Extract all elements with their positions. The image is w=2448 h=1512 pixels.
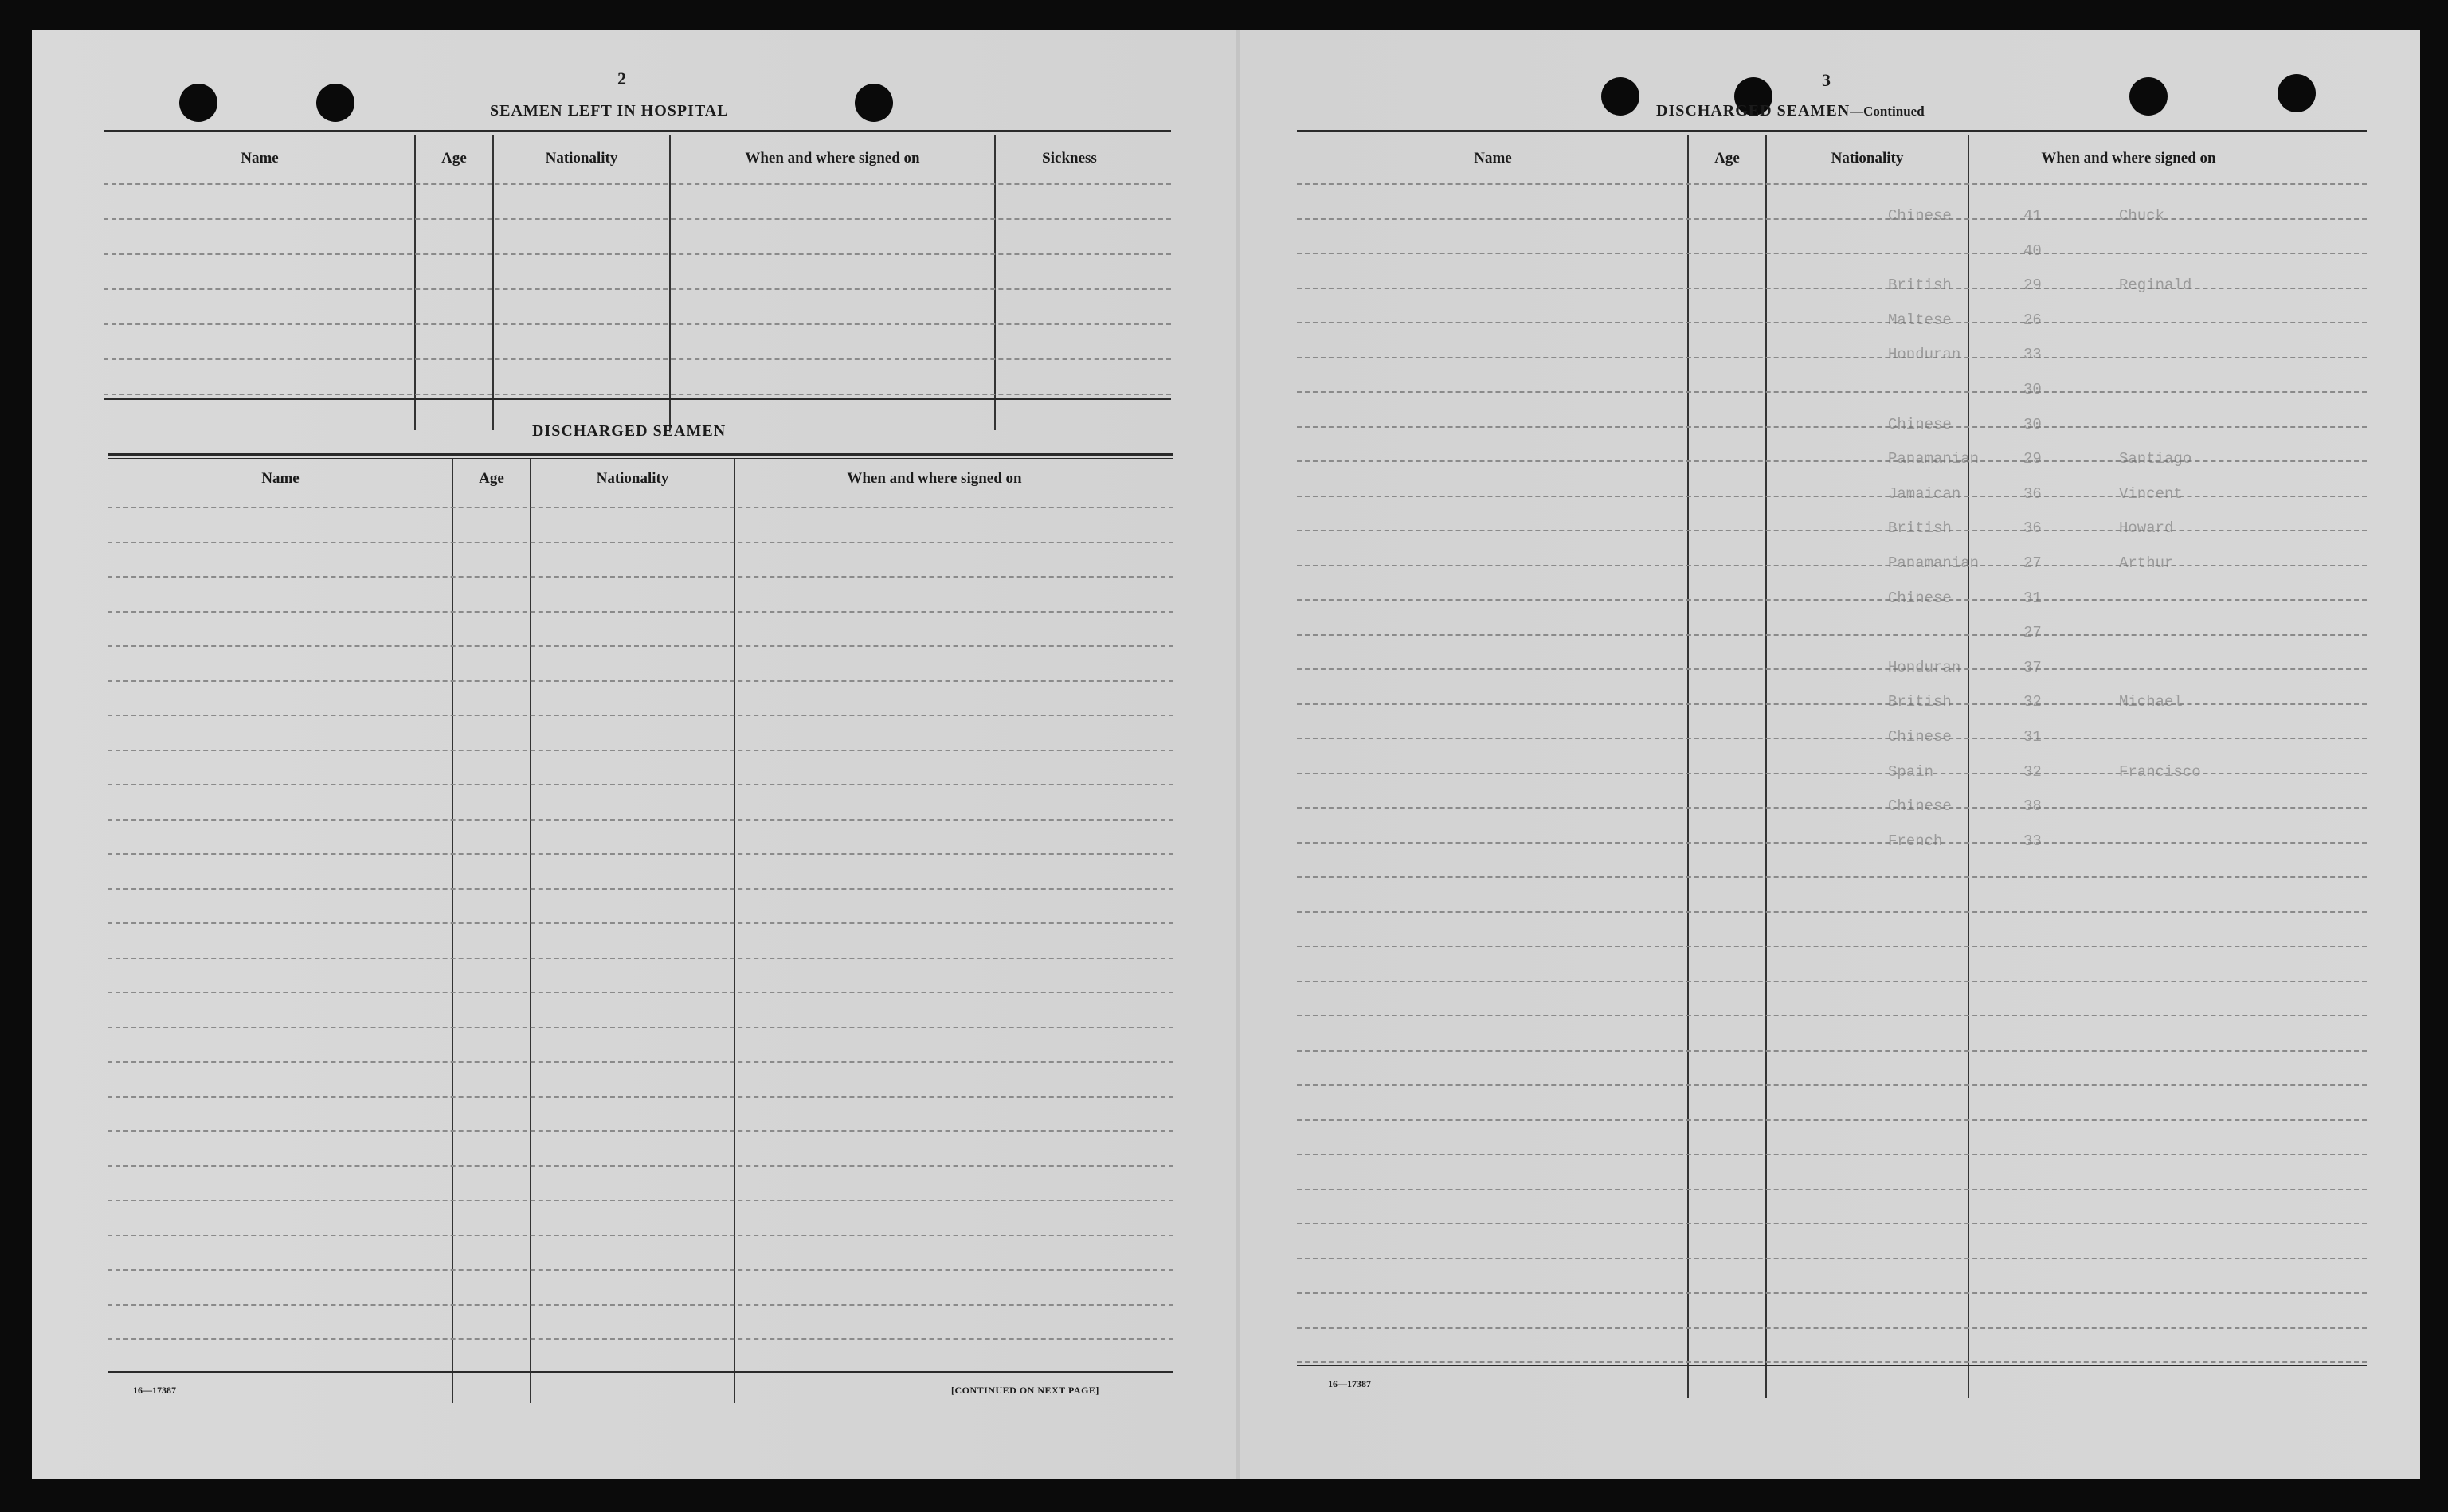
ruled-line xyxy=(1297,773,2367,774)
ruled-line xyxy=(1297,426,2367,428)
column-header-nationality: Nationality xyxy=(1831,150,1904,166)
column-header-name: Name xyxy=(241,150,279,166)
ruled-line xyxy=(104,358,1171,360)
ruled-line xyxy=(108,680,1173,682)
ruled-line xyxy=(1297,322,2367,323)
ruled-line xyxy=(108,576,1173,578)
ruled-line xyxy=(108,922,1173,924)
bleed-through-name: Vincent xyxy=(2119,484,2183,503)
section-title-suffix: —Continued xyxy=(1850,104,1925,119)
bleed-through-age: 36 xyxy=(2023,484,2042,503)
page-number: 2 xyxy=(617,69,626,88)
ruled-line xyxy=(1297,253,2367,254)
ruled-line xyxy=(1297,1223,2367,1224)
bleed-through-nationality: Maltese xyxy=(1888,311,1952,329)
bleed-through-age: 37 xyxy=(2023,658,2042,676)
bleed-through-age: 27 xyxy=(2023,624,2042,642)
ruled-line xyxy=(108,750,1173,751)
bleed-through-age: 29 xyxy=(2023,450,2042,468)
bleed-through-name: Santiago xyxy=(2119,450,2192,468)
bleed-through-nationality: Chinese xyxy=(1888,589,1952,607)
table-bottom-rule xyxy=(104,398,1171,400)
bleed-through-age: 36 xyxy=(2023,519,2042,538)
bleed-through-age: 32 xyxy=(2023,762,2042,781)
ruled-line xyxy=(1297,703,2367,705)
bleed-through-name: Michael xyxy=(2119,693,2183,711)
ruled-line xyxy=(1297,218,2367,220)
bleed-through-age: 26 xyxy=(2023,311,2042,329)
ruled-line xyxy=(108,992,1173,993)
ruled-line xyxy=(1297,738,2367,739)
ruled-line xyxy=(108,784,1173,785)
form-number: 16—17387 xyxy=(133,1385,176,1396)
manifest-sheet xyxy=(32,30,2420,1479)
ruled-line xyxy=(104,323,1171,325)
discharged-section-title: DISCHARGED SEAMEN xyxy=(532,422,727,440)
punch-hole xyxy=(855,84,893,122)
punch-hole xyxy=(1601,77,1639,116)
bleed-through-nationality: French xyxy=(1888,832,1943,850)
bleed-through-nationality: Chinese xyxy=(1888,207,1952,225)
bleed-through-age: 27 xyxy=(2023,554,2042,572)
bleed-through-age: 33 xyxy=(2023,832,2042,850)
ruled-line xyxy=(1297,1258,2367,1259)
ruled-line xyxy=(1297,946,2367,947)
section-title: DISCHARGED SEAMEN xyxy=(1656,102,1851,119)
ruled-line xyxy=(1297,183,2367,185)
bleed-through-age: 31 xyxy=(2023,589,2042,607)
punch-hole xyxy=(2278,74,2316,112)
column-divider xyxy=(1687,135,1689,1398)
bleed-through-name: Arthur xyxy=(2119,554,2174,572)
ruled-line xyxy=(108,819,1173,821)
ruled-line xyxy=(1297,357,2367,358)
ruled-line xyxy=(1297,1361,2367,1363)
table-top-rule xyxy=(108,453,1173,456)
bleed-through-nationality: British xyxy=(1888,693,1952,711)
column-divider xyxy=(734,459,735,1403)
ruled-line xyxy=(108,958,1173,959)
ruled-line xyxy=(1297,911,2367,913)
ruled-line xyxy=(104,394,1171,395)
column-divider xyxy=(530,459,531,1403)
column-header-name: Name xyxy=(261,470,300,487)
ruled-line xyxy=(1297,496,2367,497)
bleed-through-name: Francisco xyxy=(2119,762,2201,781)
bleed-through-nationality: Chinese xyxy=(1888,415,1952,433)
bleed-through-age: 30 xyxy=(2023,381,2042,398)
ruled-line xyxy=(108,888,1173,890)
ruled-line xyxy=(1297,565,2367,566)
ruled-line xyxy=(1297,1327,2367,1329)
table-bottom-rule xyxy=(1297,1365,2367,1366)
ruled-line xyxy=(108,1304,1173,1306)
discharged-continued-title xyxy=(1656,102,1925,120)
ruled-line xyxy=(1297,1292,2367,1294)
ruled-line xyxy=(108,1027,1173,1028)
ruled-line xyxy=(1297,668,2367,670)
ruled-line xyxy=(104,218,1171,220)
ruled-line xyxy=(108,1235,1173,1236)
ruled-line xyxy=(108,507,1173,508)
ruled-line xyxy=(108,1338,1173,1340)
column-header-nationality: Nationality xyxy=(545,150,618,166)
column-divider xyxy=(414,135,416,430)
bleed-through-age: 41 xyxy=(2023,207,2042,225)
table-top-rule xyxy=(108,458,1173,459)
column-header-signed-on: When and where signed on xyxy=(847,470,1022,487)
hospital-section-title: SEAMEN LEFT IN HOSPITAL xyxy=(490,102,729,119)
ruled-line xyxy=(1297,288,2367,289)
column-divider xyxy=(994,135,996,430)
bleed-through-name: Chuck xyxy=(2119,207,2165,225)
bleed-through-age: 30 xyxy=(2023,415,2042,433)
column-header-age: Age xyxy=(441,150,467,166)
bleed-through-nationality: Honduran xyxy=(1888,346,1961,364)
page-fold xyxy=(1236,30,1240,1479)
table-top-rule xyxy=(104,130,1171,132)
ruled-line xyxy=(1297,807,2367,809)
bleed-through-nationality: Panamanian xyxy=(1888,450,1980,468)
column-header-age: Age xyxy=(1714,150,1740,166)
bleed-through-nationality: British xyxy=(1888,519,1952,538)
column-divider xyxy=(669,135,671,430)
ruled-line xyxy=(108,645,1173,647)
ruled-line xyxy=(1297,391,2367,393)
ruled-line xyxy=(104,288,1171,290)
column-header-sickness: Sickness xyxy=(1042,150,1097,166)
ruled-line xyxy=(108,1096,1173,1098)
bleed-through-nationality: Spain xyxy=(1888,762,1934,781)
ruled-line xyxy=(108,611,1173,613)
column-divider xyxy=(1968,135,1969,1398)
table-top-rule xyxy=(1297,130,2367,132)
ruled-line xyxy=(104,183,1171,185)
ruled-line xyxy=(1297,460,2367,462)
ruled-line xyxy=(1297,599,2367,601)
bleed-through-nationality: British xyxy=(1888,276,1952,295)
column-header-signed-on: When and where signed on xyxy=(745,150,920,166)
bleed-through-name: Howard xyxy=(2119,519,2174,538)
ruled-line xyxy=(1297,842,2367,844)
ruled-line xyxy=(1297,1154,2367,1155)
ruled-line xyxy=(108,1165,1173,1167)
ruled-line xyxy=(1297,634,2367,636)
bleed-through-nationality: Honduran xyxy=(1888,658,1961,676)
ruled-line xyxy=(108,1269,1173,1271)
ruled-line xyxy=(108,715,1173,716)
column-divider xyxy=(1765,135,1767,1398)
bleed-through-nationality: Chinese xyxy=(1888,797,1952,816)
bleed-through-nationality: Panamanian xyxy=(1888,554,1980,572)
bleed-through-age: 33 xyxy=(2023,346,2042,364)
bleed-through-age: 38 xyxy=(2023,797,2042,816)
ruled-line xyxy=(108,542,1173,543)
table-bottom-rule xyxy=(108,1371,1173,1373)
column-divider xyxy=(492,135,494,430)
column-header-nationality: Nationality xyxy=(596,470,669,487)
ruled-line xyxy=(108,1061,1173,1063)
ruled-line xyxy=(1297,1050,2367,1052)
ruled-line xyxy=(1297,1084,2367,1086)
ruled-line xyxy=(1297,1119,2367,1121)
ruled-line xyxy=(1297,1189,2367,1190)
bleed-through-name: Reginald xyxy=(2119,276,2192,295)
punch-hole xyxy=(2129,77,2168,116)
bleed-through-age: 29 xyxy=(2023,276,2042,295)
form-number: 16—17387 xyxy=(1328,1378,1371,1389)
bleed-through-nationality: Chinese xyxy=(1888,728,1952,746)
ruled-line xyxy=(1297,981,2367,982)
ruled-line xyxy=(104,253,1171,255)
ruled-line xyxy=(108,853,1173,855)
page-number: 3 xyxy=(1822,70,1831,90)
punch-hole xyxy=(316,84,354,122)
column-header-signed-on: When and where signed on xyxy=(2041,150,2216,166)
ruled-line xyxy=(108,1200,1173,1201)
bleed-through-age: 32 xyxy=(2023,693,2042,711)
ruled-line xyxy=(1297,530,2367,531)
ruled-line xyxy=(108,1130,1173,1132)
punch-hole xyxy=(179,84,217,122)
bleed-through-age: 40 xyxy=(2023,241,2042,260)
bleed-through-nationality: Jamaican xyxy=(1888,484,1961,503)
column-header-name: Name xyxy=(1474,150,1512,166)
ruled-line xyxy=(1297,876,2367,878)
bleed-through-age: 31 xyxy=(2023,728,2042,746)
continued-note: [CONTINUED ON NEXT PAGE] xyxy=(951,1385,1099,1396)
column-divider xyxy=(452,459,453,1403)
ruled-line xyxy=(1297,1015,2367,1016)
column-header-age: Age xyxy=(479,470,504,487)
